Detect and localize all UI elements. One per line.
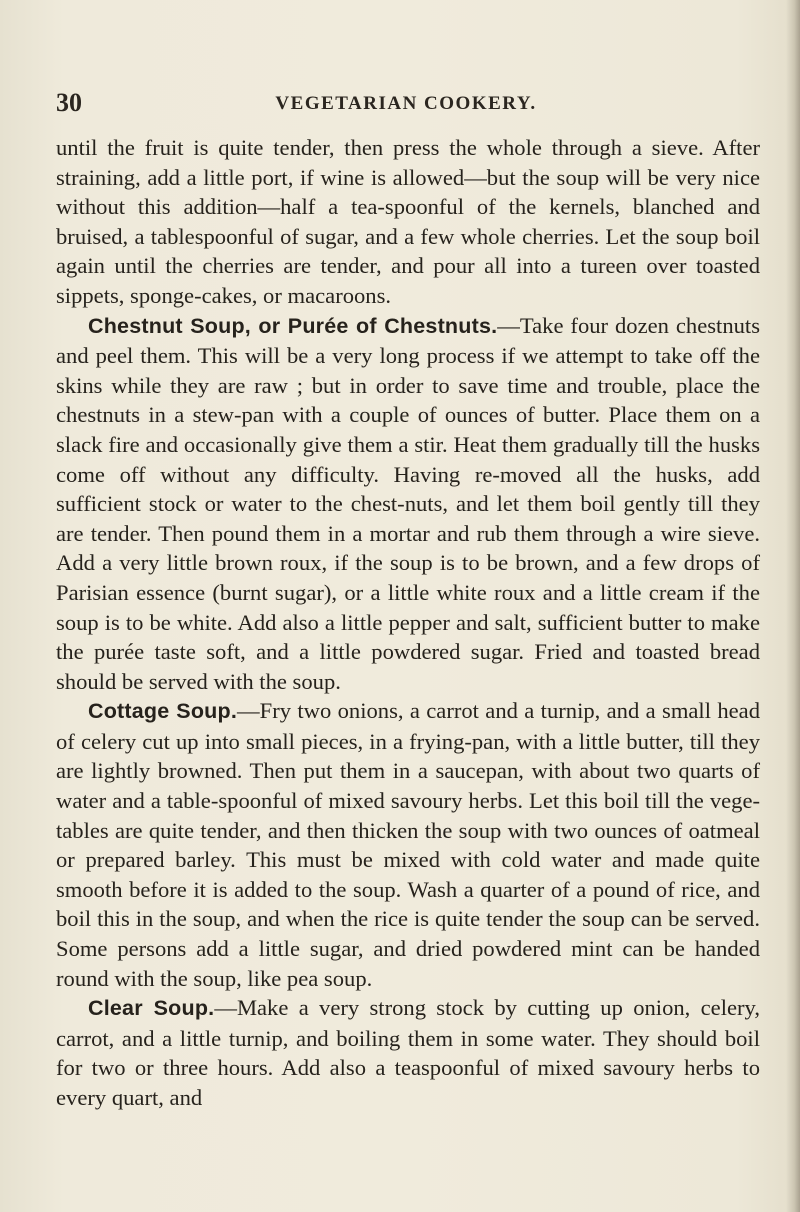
paragraph-chestnut-soup: [56, 311, 760, 697]
recipe-title-chestnut-soup: Chestnut Soup, or Purée of Chestnuts.: [88, 313, 498, 338]
text-body: [56, 133, 760, 1113]
recipe-title-clear-soup: Clear Soup.: [88, 996, 215, 1021]
recipe-title-cottage-soup: Cottage Soup.: [88, 699, 238, 724]
running-head-title: VEGETARIAN COOKERY.: [275, 93, 537, 114]
page-edge-shadow: [786, 0, 800, 1212]
paragraph-clear-soup: [56, 993, 760, 1112]
page-number: 30: [56, 88, 82, 117]
paragraph-text: until the fruit is quite tender, then press the whole through a sieve. After straining, add a little port, if wine is allowed—but the soup will be very nice without this addition—half a tea-spoonful of the kernels, blanched and bruised, a tablespoonful of sugar, and a few whole cherries. Let the soup boil again until the cherries are tender, and pour all into a tureen over toasted sippets, sponge-cakes, or macaroons.: [56, 135, 760, 308]
running-head: [56, 88, 756, 118]
paragraph-continuation: [56, 133, 760, 311]
paragraph-text: —Fry two onions, a carrot and a turnip, and a small head of celery cut up into small pieces, in a frying-pan, with a little butter, till they are lightly browned. Then put them in a saucepan, with about two quarts of water and a table-spoonful of mixed savoury herbs. Let this boil till the vege-tables are quite tender, and then thicken the soup with two ounces of oatmeal or prepared barley. This must be mixed with cold water and made quite smooth before it is added to the soup. Wash a quarter of a pound of rice, and boil this in the soup, and when the rice is quite tender the soup can be served. Some persons add a little sugar, and dried powdered mint can be handed round with the soup, like pea soup.: [56, 698, 760, 991]
paragraph-text: —Take four dozen chestnuts and peel them. This will be a very long process if we attempt to take off the skins while they are raw ; but in order to save time and trouble, place the chestnuts in a stew-pan with a couple of ounces of butter. Place them on a slack fire and occasionally give them a stir. Heat them gradually till the husks come off without any difficulty. Having re-moved all the husks, add sufficient stock or water to the chest-nuts, and let them boil gently till they are tender. Then pound them in a mortar and rub them through a wire sieve. Add a very little brown roux, if the soup is to be brown, and a few drops of Parisian essence (burnt sugar), or a little white roux and a little cream if the soup is to be white. Add also a little pepper and salt, sufficient butter to make the purée taste soft, and a little powdered sugar. Fried and toasted bread should be served with the soup.: [56, 312, 760, 694]
paragraph-cottage-soup: [56, 696, 760, 993]
paragraph-text: —Make a very strong stock by cutting up onion, celery, carrot, and a little turnip, and boiling them in some water. They should boil for two or three hours. Add also a teaspoonful of mixed savoury herbs to every quart, and: [56, 995, 760, 1110]
